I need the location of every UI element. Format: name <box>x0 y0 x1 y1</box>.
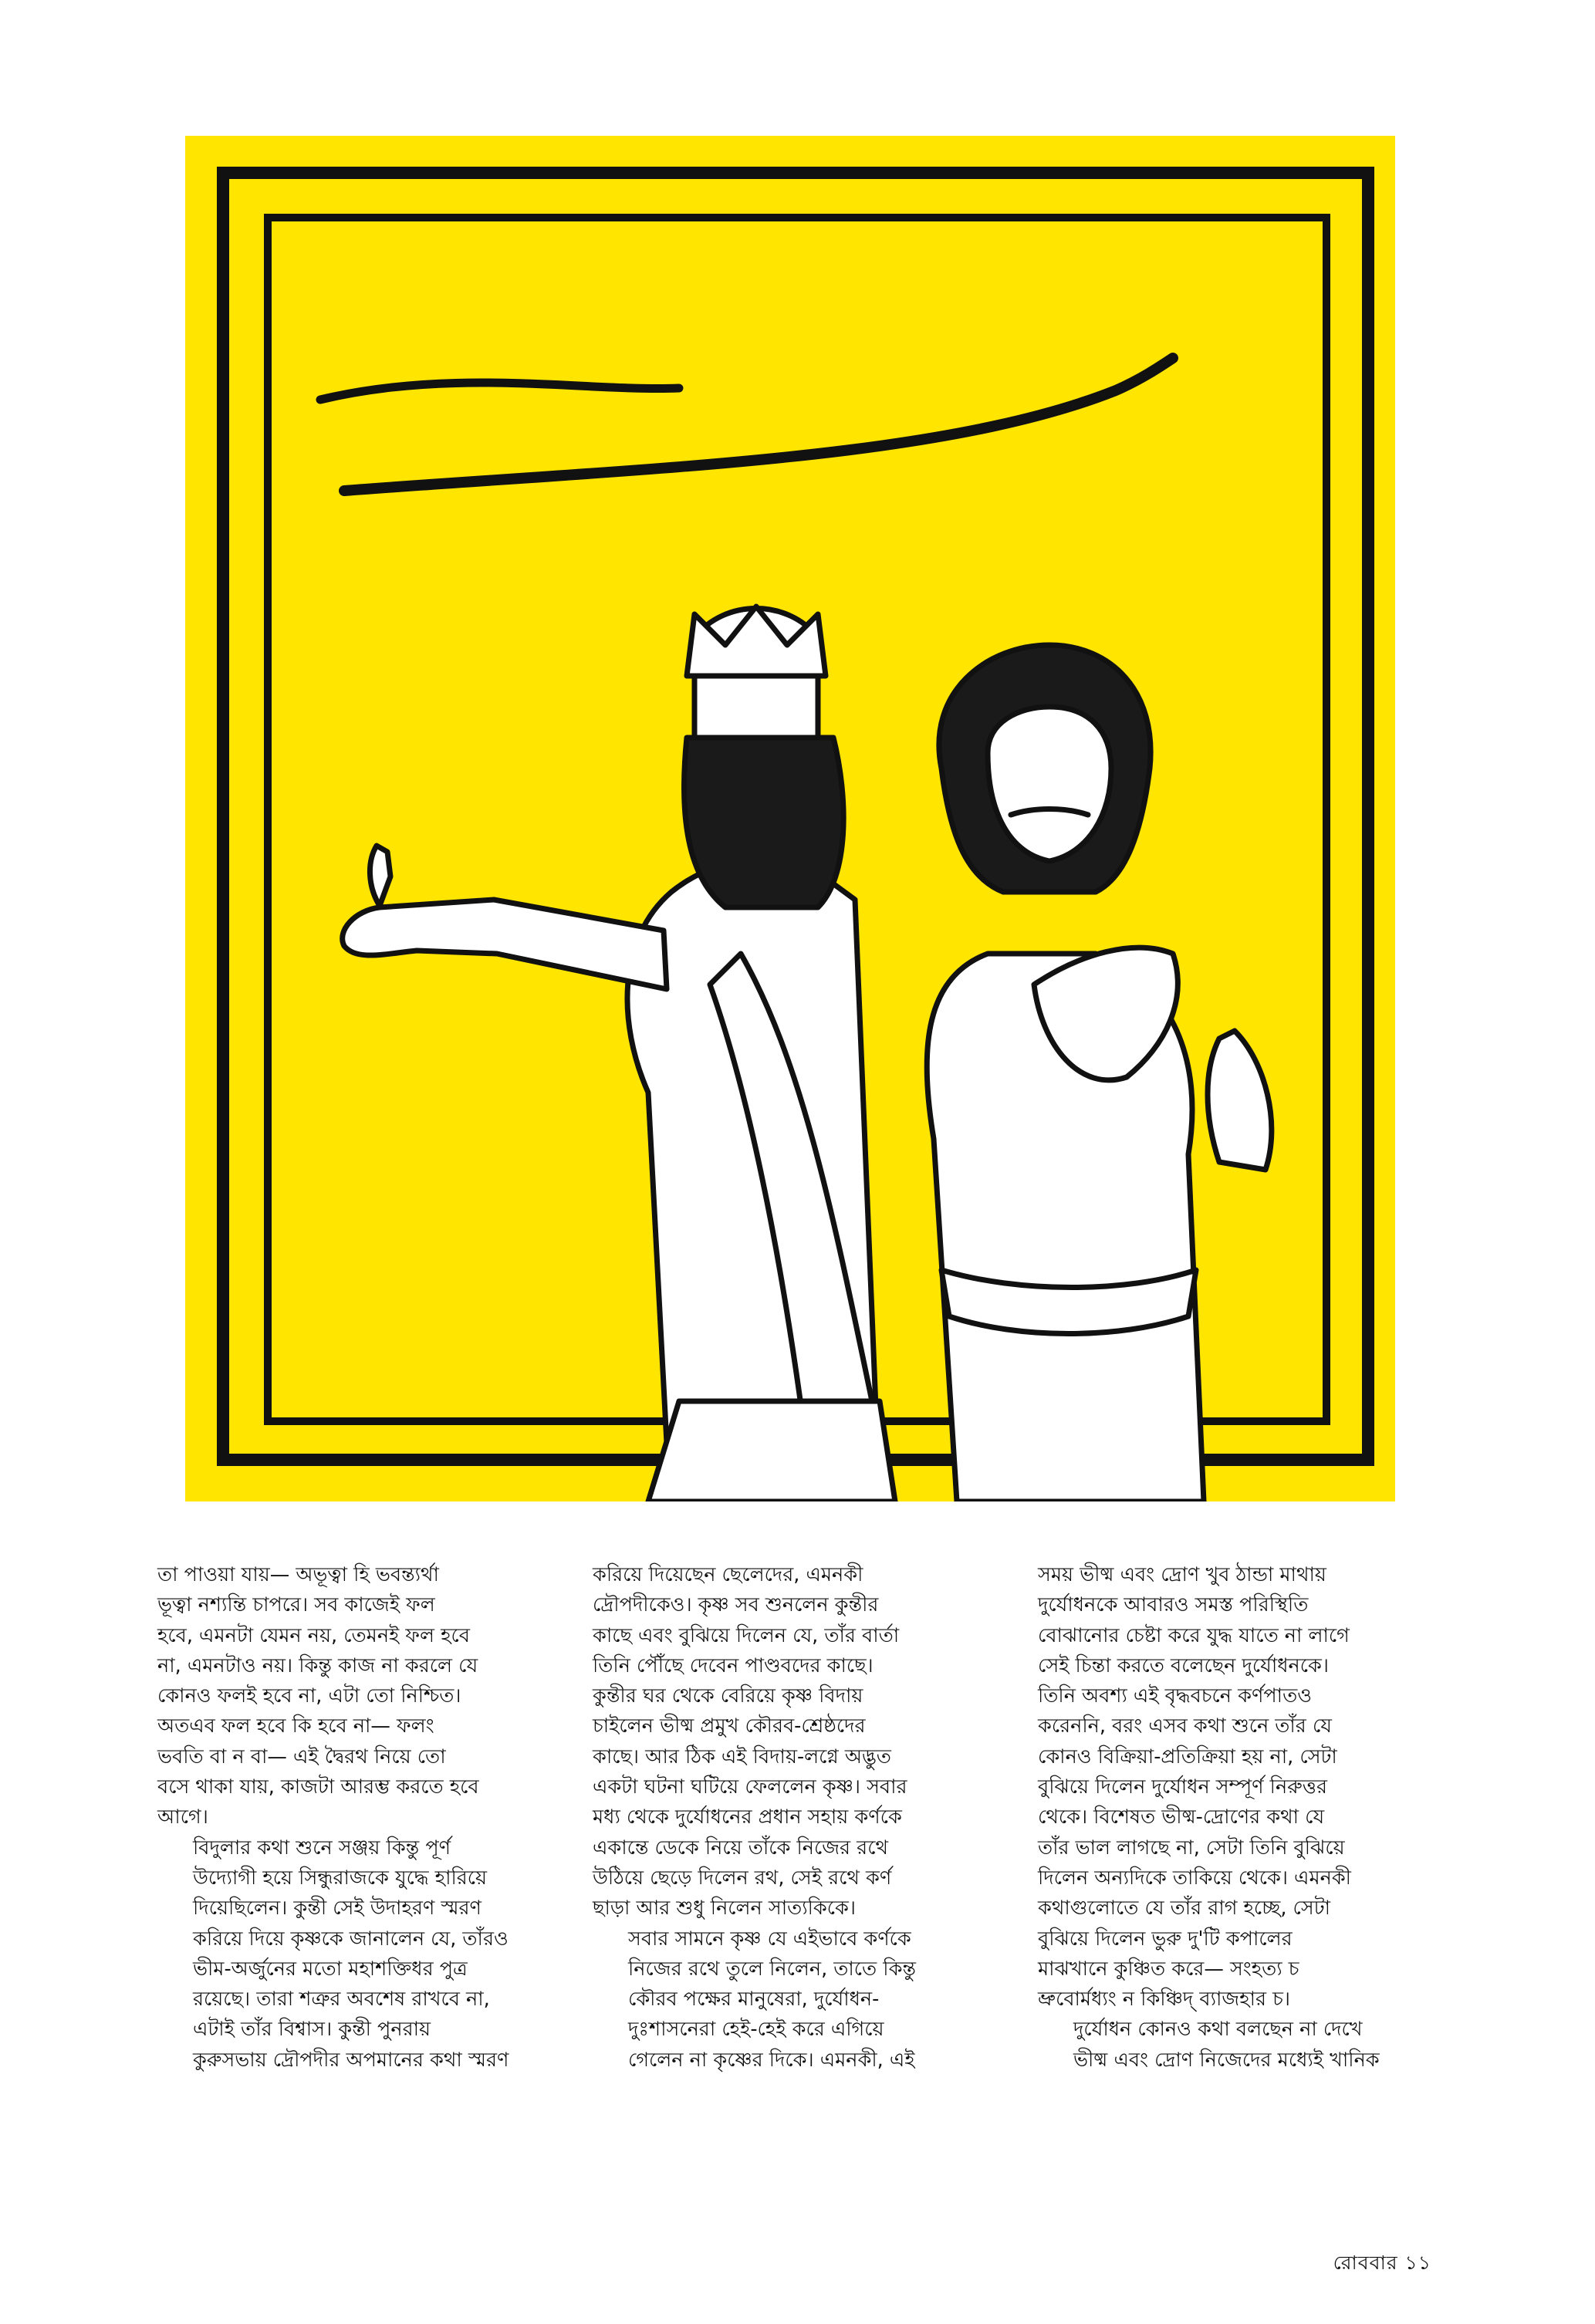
text-line: বুঝিয়ে দিলেন ভুরু দু'টি কপালের <box>1038 1927 1293 1951</box>
text-line: না, এমনটাও নয়। কিন্তু কাজ না করলে যে <box>157 1653 478 1677</box>
text-line: দুর্যোধনকে আবারও সমস্ত পরিস্থিতি <box>1038 1593 1309 1617</box>
illustration <box>185 136 1395 1501</box>
text-line: দুঃশাসনেরা হেই-হেই করে এগিয়ে <box>628 2018 884 2042</box>
text-line: করিয়ে দিয়ে কৃষ্ণকে জানালেন যে, তাঁরও <box>193 1927 509 1951</box>
text-line: উদ্যোগী হয়ে সিন্ধুরাজকে যুদ্ধে হারিয়ে <box>193 1866 488 1890</box>
text-line: দিয়েছিলেন। কুন্তী সেই উদাহরণ স্মরণ <box>193 1897 482 1920</box>
text-line: চাইলেন ভীষ্ম প্রমুখ কৌরব-শ্রেষ্ঠদের <box>593 1714 866 1738</box>
text-line: থেকে। বিশেষত ভীষ্ম-দ্রোণের কথা যে <box>1038 1805 1325 1829</box>
text-line: একটা ঘটনা ঘটিয়ে ফেললেন কৃষ্ণ। সবার <box>593 1775 907 1799</box>
text-line: কুন্তীর ঘর থেকে বেরিয়ে কৃষ্ণ বিদায় <box>593 1684 863 1708</box>
text-line: ভীম-অর্জুনের মতো মহাশক্তিধর পুত্র <box>193 1957 468 1981</box>
text-line: সেই চিন্তা করতে বলেছেন দুর্যোধনকে। <box>1038 1653 1329 1677</box>
text-line: ছাড়া আর শুধু নিলেন সাত্যকিকে। <box>593 1897 856 1920</box>
paragraph <box>1038 2015 1439 2076</box>
text-line: বসে থাকা যায়, কাজটা আরম্ভ করতে হবে <box>157 1775 479 1799</box>
text-column-1 <box>157 1560 559 2076</box>
text-line: সময় ভীষ্ম এবং দ্রোণ খুব ঠান্ডা মাথায় <box>1038 1563 1326 1586</box>
text-line: সবার সামনে কৃষ্ণ যে এইভাবে কর্ণকে <box>628 1927 911 1951</box>
paragraph <box>157 1560 559 1833</box>
text-line: বুঝিয়ে দিলেন দুর্যোধন সম্পূর্ণ নিরুত্তর <box>1038 1775 1328 1799</box>
text-line: ভীষ্ম এবং দ্রোণ নিজেদের মধ্যেই খানিক <box>1073 2048 1380 2072</box>
text-line: তা পাওয়া যায়— অভূত্বা হি ভবন্ত্যর্থা <box>157 1563 439 1586</box>
text-line: একান্তে ডেকে নিয়ে তাঁকে নিজের রথে <box>593 1836 888 1860</box>
text-line: দিলেন অন্যদিকে তাকিয়ে থেকে। এমনকী <box>1038 1866 1351 1890</box>
text-column-2 <box>593 1560 994 2076</box>
text-line: কুরুসভায় দ্রৌপদীর অপমানের কথা স্মরণ <box>193 2048 509 2072</box>
text-line: উঠিয়ে ছেড়ে দিলেন রথ, সেই রথে কর্ণ <box>593 1866 892 1890</box>
text-line: বিদুলার কথা শুনে সঞ্জয় কিন্তু পূর্ণ <box>193 1836 451 1860</box>
text-line: কোনও বিক্রিয়া-প্রতিক্রিয়া হয় না, সেটা <box>1038 1745 1337 1768</box>
text-line: এটাই তাঁর বিশ্বাস। কুন্তী পুনরায় <box>193 2018 431 2042</box>
text-line: রয়েছে। তারা শত্রুর অবশেষ রাখবে না, <box>193 1988 490 2012</box>
text-line: বোঝানোর চেষ্টা করে যুদ্ধ যাতে না লাগে <box>1038 1623 1350 1647</box>
text-line: করেননি, বরং এসব কথা শুনে তাঁর যে <box>1038 1714 1332 1738</box>
text-line: তিনি অবশ্য এই বৃদ্ধবচনে কর্ণপাতও <box>1038 1684 1312 1708</box>
paragraph <box>593 1560 994 1924</box>
paragraph <box>1038 1560 1439 2015</box>
page-folio: রোববার ১১ <box>1333 2251 1431 2274</box>
text-line: তাঁর ভাল লাগছে না, সেটা তিনি বুঝিয়ে <box>1038 1836 1345 1860</box>
text-line: মধ্য থেকে দুর্যোধনের প্রধান সহায় কর্ণকে <box>593 1805 902 1829</box>
paragraph <box>157 1833 559 2076</box>
text-line: ভবতি বা ন বা— এই দ্বৈরথ নিয়ে তো <box>157 1745 446 1768</box>
text-line: ভ্রুবোর্মধ্যং ন কিঞ্চিদ্ ব্যাজহার চ। <box>1038 1988 1290 2012</box>
text-line: কথাগুলোতে যে তাঁর রাগ হচ্ছে, সেটা <box>1038 1897 1331 1920</box>
text-line: করিয়ে দিয়েছেন ছেলেদের, এমনকী <box>593 1563 863 1586</box>
text-line: ভূত্বা নশ্যন্তি চাপরে। সব কাজেই ফল <box>157 1593 435 1617</box>
text-line: আগে। <box>157 1805 208 1829</box>
text-line: অতএব ফল হবে কি হবে না— ফলং <box>157 1714 434 1738</box>
text-line: নিজের রথে তুলে নিলেন, তাতে কিন্তু <box>628 1957 917 1981</box>
text-line: মাঝখানে কুঞ্চিত করে— সংহত্য চ <box>1038 1957 1299 1981</box>
text-line: তিনি পৌঁছে দেবেন পাণ্ডবদের কাছে। <box>593 1653 874 1677</box>
text-line: দুর্যোধন কোনও কথা বলছেন না দেখে <box>1073 2018 1363 2042</box>
text-line: হবে, এমনটা যেমন নয়, তেমনই ফল হবে <box>157 1623 471 1647</box>
text-line: গেলেন না কৃষ্ণের দিকে। এমনকী, এই <box>628 2048 915 2072</box>
text-line: কৌরব পক্ষের মানুষেরা, দুর্যোধন- <box>628 1988 880 2012</box>
text-line: দ্রৌপদীকেও। কৃষ্ণ সব শুনলেন কুন্তীর <box>593 1593 879 1617</box>
text-column-3 <box>1038 1560 1439 2076</box>
two-figures-illustration-icon <box>185 136 1395 1501</box>
text-line: কাছে এবং বুঝিয়ে দিলেন যে, তাঁর বার্তা <box>593 1623 900 1647</box>
text-line: কোনও ফলই হবে না, এটা তো নিশ্চিত। <box>157 1684 461 1708</box>
paragraph <box>593 1924 994 2076</box>
text-line: কাছে। আর ঠিক এই বিদায়-লগ্নে অদ্ভুত <box>593 1745 891 1768</box>
